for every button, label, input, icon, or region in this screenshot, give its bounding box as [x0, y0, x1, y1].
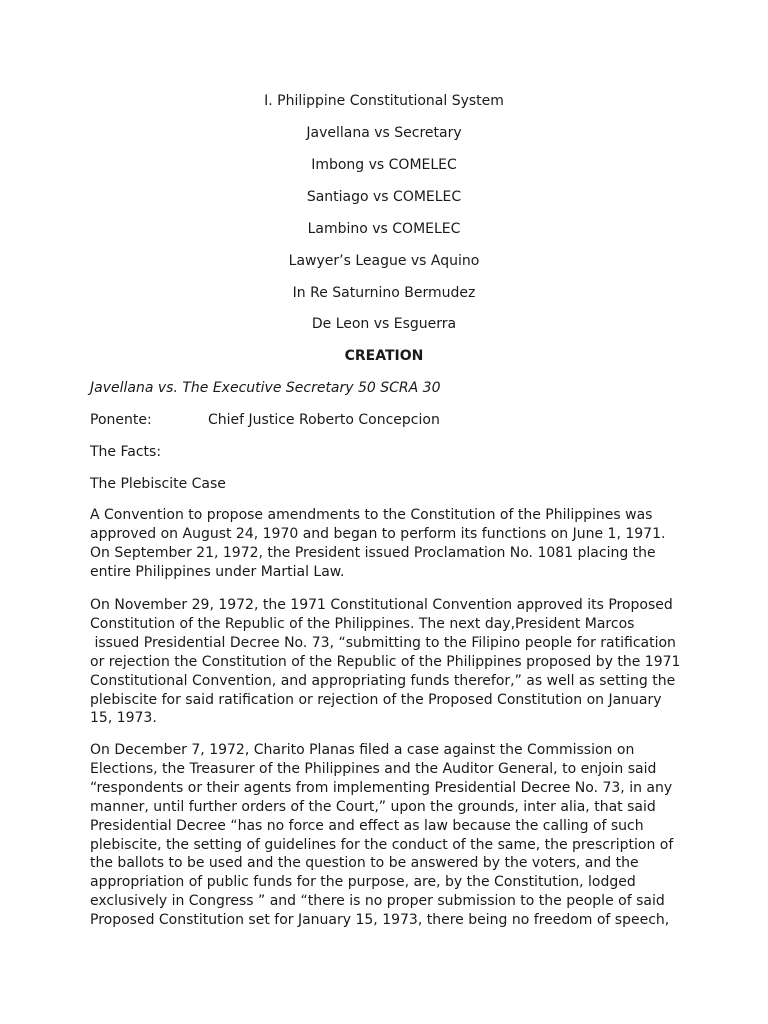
subheading: The Plebiscite Case — [90, 476, 226, 492]
toc-case-5: Lawyer’s League vs Aquino — [288, 253, 480, 269]
paragraph-line: On November 29, 1972, the 1971 Constitutional Convention approved its Proposed — [90, 597, 673, 613]
paragraph-line: the ballots to be used and the question to be answered by the voters, and the — [90, 855, 639, 872]
toc-case-2: Imbong vs COMELEC — [311, 157, 457, 173]
case-citation: Javellana vs. The Executive Secretary 50 SCRA 30 — [90, 380, 441, 396]
paragraph-line: A Convention to propose amendments to the Constitution of the Philippines was — [90, 507, 653, 523]
paragraph-line: 15, 1973. — [90, 710, 157, 727]
paragraph-line: plebiscite, the setting of guidelines for the conduct of the same, the prescription of — [90, 836, 674, 853]
ponente-label: Ponente: — [90, 412, 152, 428]
paragraph-line: manner, until further orders of the Court,” upon the grounds, inter alia, that said — [90, 798, 656, 815]
paragraph-line: Proposed Constitution set for January 15, 1973, there being no freedom of speech, — [90, 912, 670, 929]
paragraph-line: Presidential Decree “has no force and effect as law because the calling of such — [90, 817, 644, 834]
toc-case-7: De Leon vs Esguerra — [311, 316, 457, 332]
section-title: CREATION — [344, 348, 424, 364]
paragraph-line: On September 21, 1972, the President issued Proclamation No. 1081 placing the — [90, 544, 656, 561]
toc-heading: I. Philippine Constitutional System — [264, 93, 504, 109]
paragraph-line: entire Philippines under Martial Law. — [90, 563, 345, 580]
paragraph-line: plebiscite for said ratification or rejection of the Proposed Constitution on January — [90, 691, 662, 708]
paragraph-line: appropriation of public funds for the purpose, are, by the Constitution, lodged — [90, 874, 636, 891]
paragraph-line: or rejection the Constitution of the Republic of the Philippines proposed by the 1971 — [90, 653, 681, 670]
paragraph-line: “respondents or their agents from implementing Presidential Decree No. 73, in any — [90, 779, 673, 796]
paragraph-3 — [90, 741, 680, 930]
ponente-value: Chief Justice Roberto Concepcion — [208, 412, 440, 428]
paragraph-2 — [90, 596, 680, 728]
paragraph-line: On December 7, 1972, Charito Planas filed a case against the Commission on — [90, 742, 635, 758]
toc-case-3: Santiago vs COMELEC — [306, 189, 462, 205]
paragraph-1 — [90, 506, 680, 582]
paragraph-line: issued Presidential Decree No. 73, “submitting to the Filipino people for ratification — [90, 634, 676, 651]
toc-case-4: Lambino vs COMELEC — [307, 221, 461, 237]
paragraph-line: exclusively in Congress ” and “there is no proper submission to the people of said — [90, 893, 665, 910]
paragraph-line: Elections, the Treasurer of the Philippines and the Auditor General, to enjoin said — [90, 760, 657, 777]
toc-case-6: In Re Saturnino Bermudez — [292, 285, 476, 301]
paragraph-line: approved on August 24, 1970 and began to perform its functions on June 1, 1971. — [90, 525, 666, 542]
facts-label: The Facts: — [90, 444, 162, 460]
paragraph-line: Constitutional Convention, and appropriating funds therefor,” as well as setting the — [90, 672, 676, 689]
toc-case-1: Javellana vs Secretary — [306, 125, 462, 141]
paragraph-line: Constitution of the Republic of the Philippines. The next day,President Marcos — [90, 615, 635, 632]
